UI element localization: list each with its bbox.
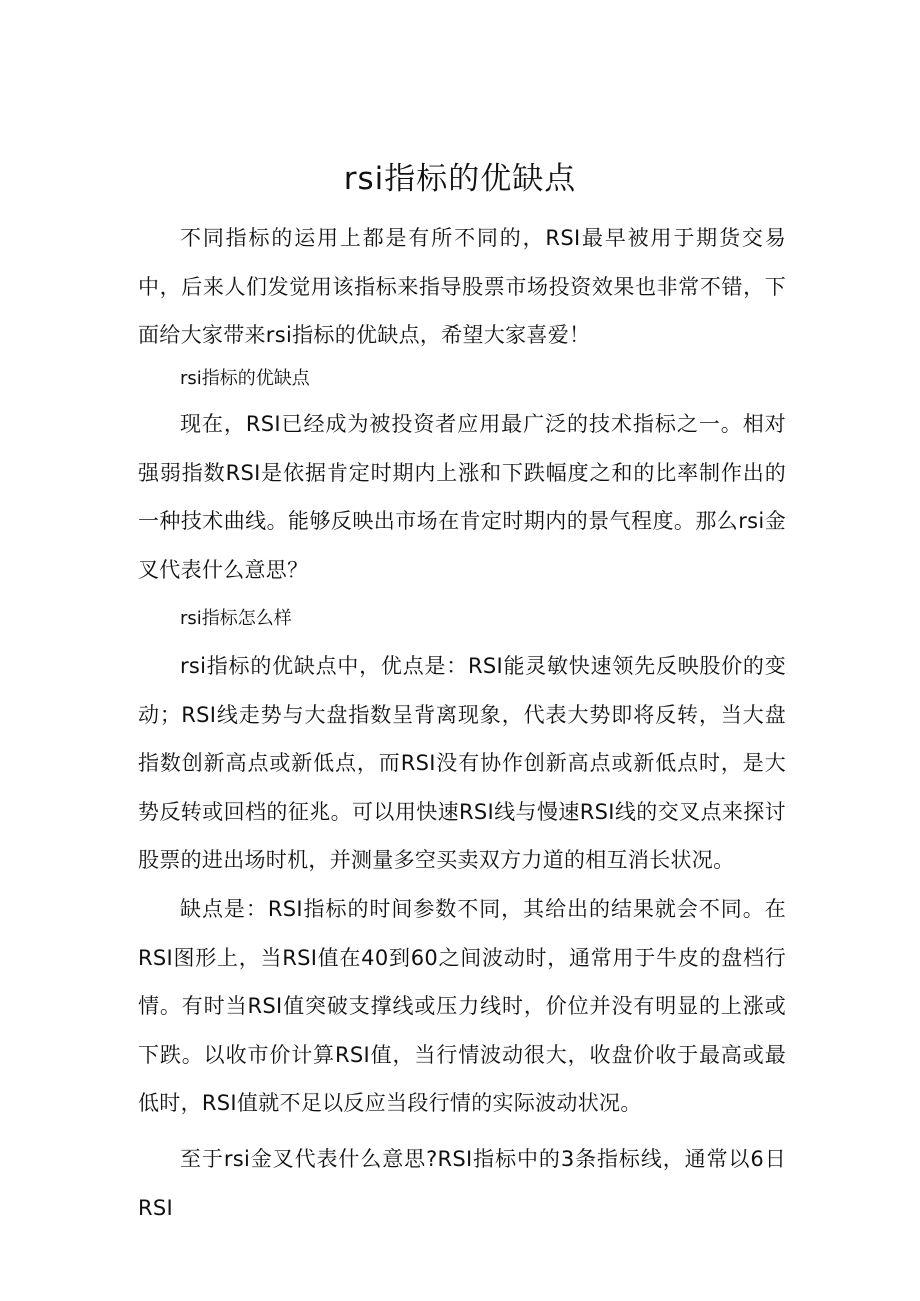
document-title: rsi指标的优缺点 bbox=[343, 160, 577, 197]
advantages-paragraph: rsi指标的优缺点中，优点是：RSI能灵敏快速领先反映股价的变动；RSI线走势与大盘指数呈背离现象，代表大势即将反转，当大盘指数创新高点或新低点，而RSI没有协作创新高点或新低点时，是大势反转或回档的征兆。可以用快速RSI线与慢速RSI线的交叉点来探讨股票的进出场时机，并测量多空买卖双方力道的相互消长状况。 bbox=[138, 654, 786, 872]
section-heading-how-is-rsi: rsi指标怎么样 bbox=[180, 608, 292, 629]
rsi-definition-paragraph: 现在，RSI已经成为被投资者应用最广泛的技术指标之一。相对强弱指数RSI是依据肯定时期内上涨和下跌幅度之和的比率制作出的一种技术曲线。能够反映出市场在肯定时期内的景气程度。那么rsi金叉代表什么意思？ bbox=[138, 412, 786, 582]
intro-paragraph: 不同指标的运用上都是有所不同的，RSI最早被用于期货交易中，后来人们发觉用该指标来指导股票市场投资效果也非常不错，下面给大家带来rsi指标的优缺点，希望大家喜爱！ bbox=[138, 226, 786, 347]
golden-cross-paragraph: 至于rsi金叉代表什么意思?RSI指标中的3条指标线，通常以6日RSI bbox=[138, 1147, 786, 1220]
section-heading-pros-cons: rsi指标的优缺点 bbox=[180, 368, 310, 389]
disadvantages-paragraph: 缺点是：RSI指标的时间参数不同，其给出的结果就会不同。在RSI图形上，当RSI值在40到60之间波动时，通常用于牛皮的盘档行情。有时当RSI值突破支撑线或压力线时，价位并没有明显的上涨或下跌。以收市价计算RSI值，当行情波动很大，收盘价收于最高或最低时，RSI值就不足以反应当段行情的实际波动状况。 bbox=[138, 897, 786, 1115]
